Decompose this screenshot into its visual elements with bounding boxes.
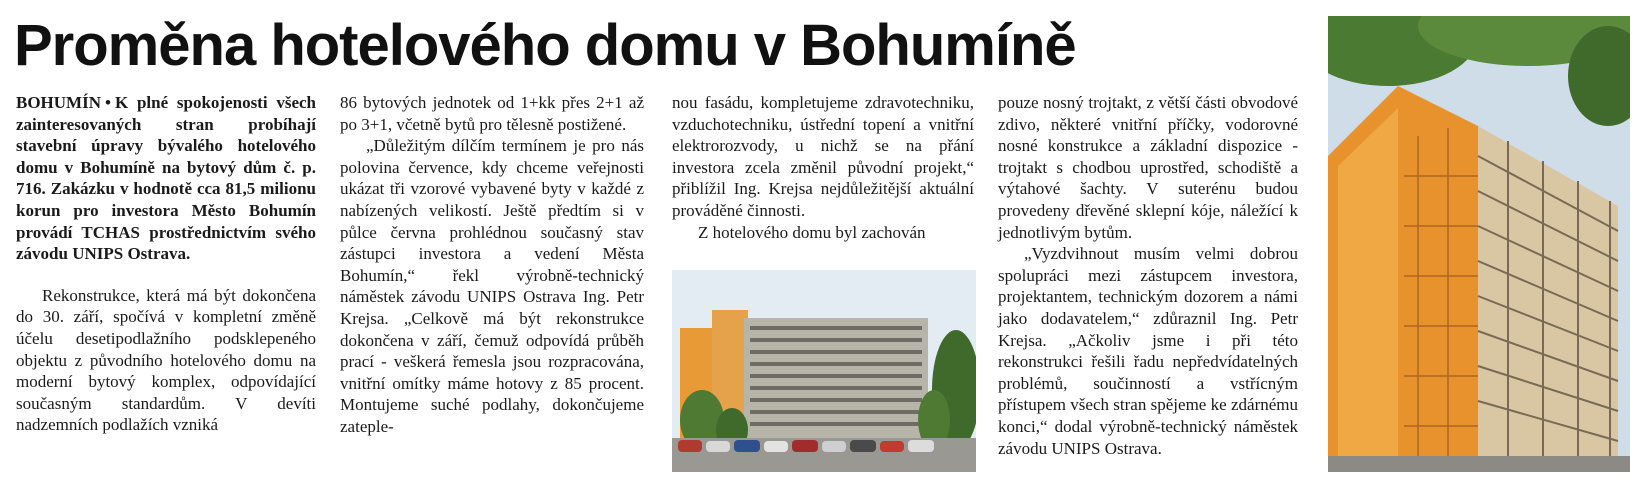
paragraph-preserved: Z hotelového domu byl zachován [698,222,926,242]
paragraph-structure: pouze nosný trojtakt, z větší části obvodové zdivo, některé vnitřní příčky, vodorovné nosné konstrukce a základní dispozice - trojtakt s chodbou uprostřed, schodiště a výtahové šachty. V suterénu budou provedeny dřevěné sklepní kóje, náležící k jednotlivým bytům. [998,93,1298,242]
scaffolding-illustration [1328,16,1630,472]
paragraph-units: 86 bytových jednotek od 1+kk přes 2+1 až po 3+1, včetně bytů pro tělesně postižené. [340,93,644,134]
article-headline: Proměna hotelového domu v Bohumíně [14,13,1076,78]
lead-text: K plné spokojenosti všech zainteresovaných stran probíhají stavební úpravy bývalého hotelového domu v Bohumíně na bytový dům č. p. 716. Zakázku v hodnotě cca 81,5 milionu korun pro investora Město Bohumín provádí TCHAS prostřednictvím svého závodu UNIPS Ostrava. [16,93,316,264]
paragraph-reconstruction: Rekonstrukce, která má být dokončena do 30. září, spočívá v kompletní změně účelu desetipodlažního podsklepeného objektu z původního hotelového domu na moderní bytový komplex, odpovídající současným standardům. V devíti nadzemních podlažích vzniká [16,285,316,435]
article-column-2 [340,92,644,438]
article-column-1 [16,92,316,436]
article-column-4 [998,92,1298,459]
paragraph-quote-cooperation: „Vyzdvihnout musím velmi dobrou spolupráci mezi zástupcem investora, projektantem, technickým dozorem a námi jako dodavatelem,“ zdůraznil Ing. Petr Krejsa. „Ačkoliv jsme i při této rekonstrukci řešili řadu nepředvídatelných problémů, součinností a vstřícným přístupem všech stran spějeme ke zdárnému konci,“ dodal výrobně-technický náměstek závodu UNIPS Ostrava. [998,244,1298,458]
paragraph-quote-schedule: „Důležitým dílčím termínem je pro nás polovina července, kdy chceme veřejnosti ukázat tři vzorové vybavené byty v každé z nabízených velikostí. Ještě předtím si v půlce června prohlédnou současný stav zástupci investora a vedení Města Bohumín,“ řekl výrobně-technický náměstek závodu UNIPS Ostrava Ing. Petr Krejsa. „Celkově má být rekonstrukce dokončena v září, čemuž odpovídá průběh prací - veškerá řemesla jsou rozpracována, vnitřní omítky máme hotovy z 85 procent. Montujeme suché podlahy, dokončujeme zateple- [340,136,644,436]
building-street-illustration [672,270,976,472]
lead-separator: • [105,93,111,112]
article-lead [16,92,316,265]
building-photo-street [672,270,976,472]
building-photo-scaffolding [1328,16,1630,472]
lead-place: BOHUMÍN [16,93,101,112]
article-column-3 [672,92,974,243]
paragraph-works: nou fasádu, kompletujeme zdravotechniku, vzduchotechniku, ústřední topení a vnitřní elektrorozvody, u nichž se na přání investora zcela změnil původní projekt,“ přiblížil Ing. Krejsa nejdůležitější aktuální prováděné činnosti. [672,93,974,220]
